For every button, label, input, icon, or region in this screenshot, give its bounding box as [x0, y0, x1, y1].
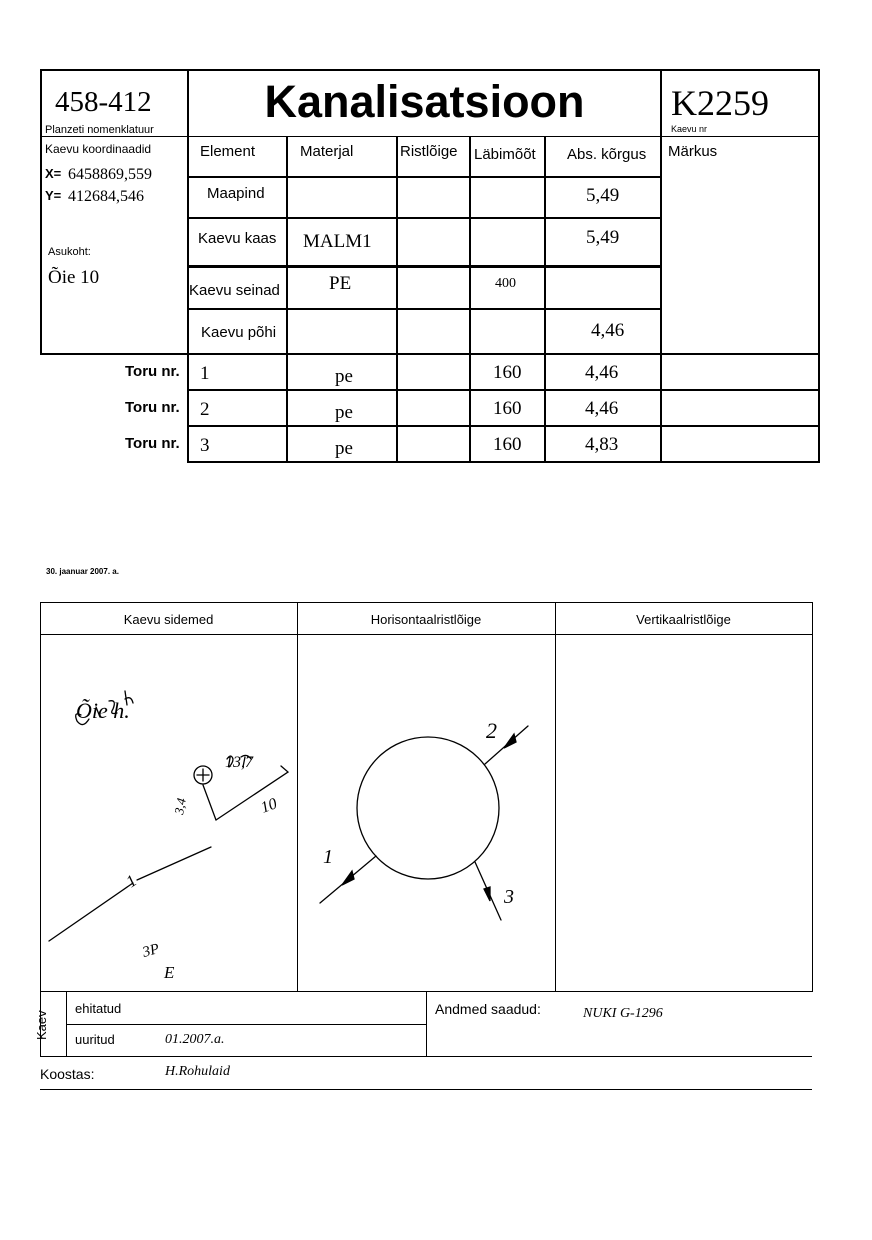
place-value: Õie 10: [48, 267, 100, 288]
abs-height: 5,49: [586, 185, 620, 206]
source-label: Andmed saadud:: [435, 1001, 541, 1017]
pipe-height: 4,46: [585, 398, 619, 419]
col-header-vertical: Vertikaalristlõige: [636, 612, 731, 627]
place-label: Asukoht:: [48, 246, 91, 258]
col-header-ties: Kaevu sidemed: [123, 612, 214, 627]
well-group-label: Kaev: [34, 1010, 49, 1040]
source-value: NUKI G-1296: [583, 1006, 663, 1021]
document-date: 30. jaanuar 2007. a.: [46, 567, 119, 576]
abs-height: 5,49: [586, 227, 620, 248]
col-header-section: Ristlõige: [400, 143, 458, 160]
col-header-height: Abs. kõrgus: [567, 146, 647, 163]
coords-label: Kaevu koordinaadid: [45, 142, 152, 156]
pipe-note: 1: [122, 870, 141, 892]
material-value: MALM1: [303, 231, 372, 252]
nomenclature-value: 458-412: [55, 86, 152, 118]
pipe-3-note: 3: [504, 886, 514, 908]
ties-sketch: [41, 635, 297, 991]
street-note: Õie h.: [76, 698, 130, 723]
element-name: Kaevu põhi: [201, 324, 277, 341]
distance-c-note: 3,4: [171, 796, 189, 816]
pipe-number: 2: [200, 399, 210, 420]
x-coordinate: 6458869,559: [68, 166, 152, 183]
element-name: Kaevu kaas: [198, 230, 277, 247]
pipe-2-note: 2: [486, 718, 497, 743]
diameter-value: 400: [495, 276, 516, 291]
author-value: H.Rohulaid: [165, 1064, 230, 1079]
col-header-diameter: Läbimõõt: [474, 146, 536, 163]
pipe-height: 4,46: [585, 362, 619, 383]
pipe-label: Toru nr.: [125, 399, 180, 416]
well-number-label: Kaevu nr: [671, 124, 708, 134]
distance-b-note: 10: [258, 795, 280, 817]
col-header-horizontal: Horisontaalristlõige: [370, 612, 482, 627]
abs-height: 4,46: [591, 320, 625, 341]
col-header-material: Materjal: [300, 143, 354, 160]
pipe-material: pe: [335, 438, 353, 459]
well-outline: [357, 737, 499, 879]
pipe-1-note: 1: [323, 846, 333, 868]
pipe-number: 3: [200, 435, 210, 456]
pipe-diameter: 160: [493, 362, 522, 383]
document-title: Kanalisatsioon: [264, 76, 585, 127]
marker-note: 3P: [140, 941, 162, 961]
y-coordinate: 412684,546: [68, 188, 144, 205]
horizontal-section-sketch: [298, 635, 555, 991]
pipe-material: pe: [335, 402, 353, 423]
well-number-value: K2259: [671, 83, 769, 123]
surveyed-value: 01.2007.a.: [165, 1032, 225, 1047]
pipe-number: 1: [200, 363, 210, 384]
material-value: PE: [329, 273, 352, 294]
col-header-element: Element: [200, 143, 256, 160]
pipe-diameter: 160: [493, 434, 522, 455]
built-label: ehitatud: [75, 1001, 122, 1016]
marker-b-note: E: [164, 963, 175, 982]
pipe-diameter: 160: [493, 398, 522, 419]
col-header-notes: Märkus: [668, 143, 718, 160]
distance-a-note: 13,7: [225, 754, 253, 771]
pipe-material: pe: [335, 366, 353, 387]
y-label: Y=: [45, 188, 62, 203]
pipe-height: 4,83: [585, 434, 619, 455]
x-label: X=: [45, 166, 62, 181]
pipe-label: Toru nr.: [125, 363, 180, 380]
element-name: Maapind: [207, 185, 265, 202]
element-name: Kaevu seinad: [189, 282, 280, 299]
surveyed-label: uuritud: [75, 1032, 115, 1047]
author-label: Koostas:: [40, 1066, 95, 1082]
pipe-label: Toru nr.: [125, 435, 180, 452]
nomenclature-label: Planzeti nomenklatuur: [45, 124, 154, 136]
